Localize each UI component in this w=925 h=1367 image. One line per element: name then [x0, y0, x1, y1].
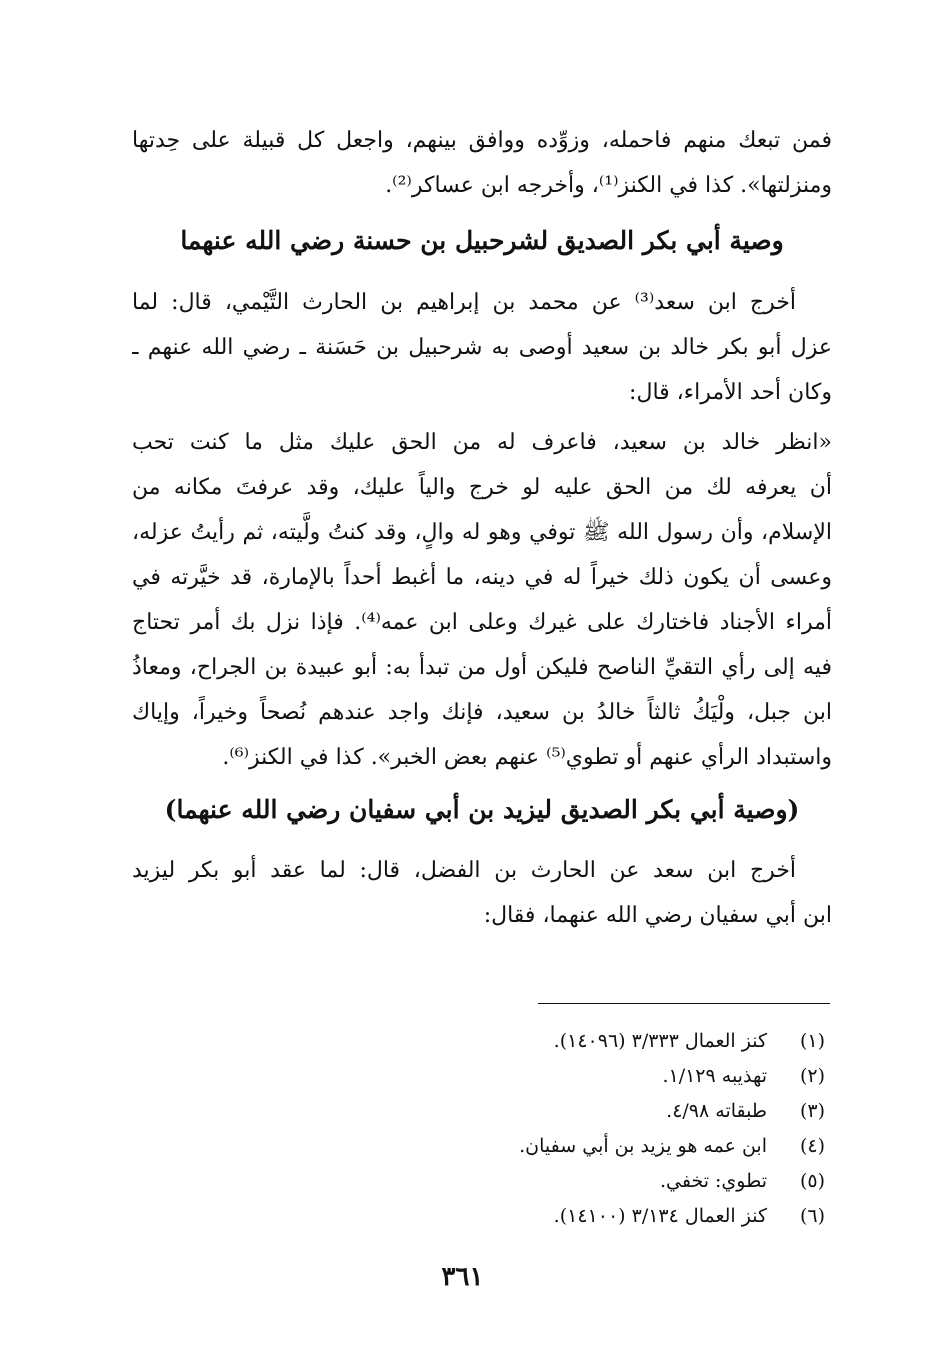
intro-line: ومنزلتها». كذا في الكنز⁽¹⁾، وأخرجه ابن عساكر⁽²⁾. [385, 173, 832, 198]
narration-paragraph [132, 280, 832, 415]
quote-line: فيه إلى رأي التقيِّ الناصح فليكن أول من تبدأ به: أبو عبيدة بن الجراح، ومعاذُ [132, 655, 832, 680]
footnote-text: تهذيبه ١/١٢٩. [662, 1065, 767, 1087]
footnote [405, 1059, 825, 1094]
quote-line: وعسى أن يكون ذلك خيراً له في دينه، ما أغبط أحداً بالإمارة، قد خيَّرته في [132, 565, 832, 590]
quote-paragraph [132, 420, 832, 780]
quote-line: «انظر خالد بن سعيد، فاعرف له من الحق عليك مثل ما كنت تحب [132, 430, 832, 455]
narration-line: عزل أبو بكر خالد بن سعيد أوصى به شرحبيل بن حَسَنة ـ رضي الله عنهم ـ [132, 335, 832, 360]
footnote-number: (٥) [799, 1170, 825, 1192]
footnote-separator [538, 1003, 830, 1004]
footnote-text: كنز العمال ٣/٣٣٣ (١٤٠٩٦). [553, 1030, 767, 1052]
quote-line: أن يعرفه لك من الحق عليه لو خرج والياً عليك، وقد عرفتَ مكانه من [132, 475, 832, 500]
footnote-number: (٤) [799, 1135, 825, 1157]
section-heading-yazeed: (وصية أبي بكر الصديق ليزيد بن أبي سفيان رضي الله عنهما) [164, 795, 800, 824]
footnote [405, 1024, 825, 1059]
footnote [405, 1094, 825, 1129]
intro-paragraph [132, 118, 832, 208]
intro-line: فمن تبعك منهم فاحمله، وزوِّده ووافق بينهم، واجعل كل قبيلة على حِدتها [132, 128, 832, 153]
quote-line: أمراء الأجناد فاختارك على غيرك وعلى ابن عمه⁽⁴⁾. فإذا نزل بك أمر تحتاج [132, 610, 832, 635]
footnotes [405, 1024, 825, 1234]
quote-line: ابن جبل، ولْيَكُ ثالثاً خالدُ بن سعيد، فإنك واجد عندهم نُصحاً وخيراً، وإياك [132, 700, 832, 725]
narration-line: ابن أبي سفيان رضي الله عنهما، فقال: [483, 903, 832, 928]
footnote-text: ابن عمه هو يزيد بن أبي سفيان. [519, 1135, 767, 1157]
footnote-number: (٢) [799, 1065, 825, 1087]
footnote [405, 1129, 825, 1164]
narration-paragraph-2 [132, 848, 832, 938]
narration-line: أخرج ابن سعد⁽³⁾ عن محمد بن إبراهيم بن الحارث التَّيْمي، قال: لما [132, 290, 796, 315]
footnote-text: تطوي: تخفي. [659, 1170, 767, 1192]
quote-line: واستبداد الرأي عنهم أو تطوي⁽⁵⁾ عنهم بعض الخبر». كذا في الكنز⁽⁶⁾. [222, 745, 832, 770]
narration-line: أخرج ابن سعد عن الحارث بن الفضل، قال: لما عقد أبو بكر ليزيد [132, 858, 796, 883]
footnote-number: (١) [799, 1030, 825, 1052]
footnote [405, 1199, 825, 1234]
quote-line: الإسلام، وأن رسول الله ﷺ توفي وهو له والٍ، وقد كنتُ ولَّيته، ثم رأيتُ عزله، [132, 520, 832, 545]
footnote [405, 1164, 825, 1199]
footnote-number: (٦) [799, 1205, 825, 1227]
narration-line: وكان أحد الأمراء، قال: [629, 380, 832, 405]
footnote-text: كنز العمال ٣/١٣٤ (١٤١٠٠). [553, 1205, 767, 1227]
footnote-text: طبقاته ٤/٩٨. [666, 1100, 767, 1122]
section-heading-sharhabeel: وصية أبي بكر الصديق لشرحبيل بن حسنة رضي الله عنهما [180, 226, 784, 255]
footnote-number: (٣) [799, 1100, 825, 1122]
page-number: ٣٦١ [441, 1262, 484, 1292]
